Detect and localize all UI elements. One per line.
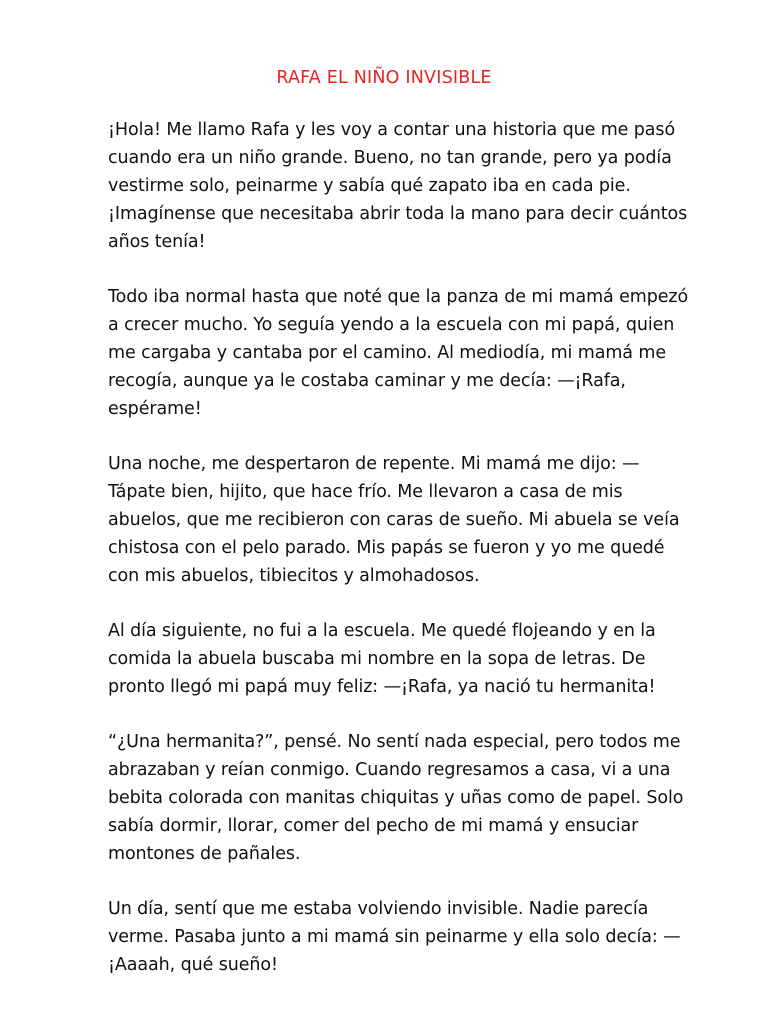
text-line: verme. Pasaba junto a mi mamá sin peinarme y ella solo decía: —: [108, 927, 681, 947]
text-line: chistosa con el pelo parado. Mis papás se fueron y yo me quedé: [108, 538, 665, 558]
text-line: me cargaba y cantaba por el camino. Al mediodía, mi mamá me: [108, 343, 667, 363]
paragraph-2: [108, 283, 712, 423]
text-line: ¡Hola! Me llamo Rafa y les voy a contar una historia que me pasó: [108, 120, 676, 140]
text-line: abuelos, que me recibieron con caras de sueño. Mi abuela se veía: [108, 510, 680, 530]
text-line: Al día siguiente, no fui a la escuela. Me quedé flojeando y en la: [108, 621, 656, 641]
text-line: Un día, sentí que me estaba volviendo invisible. Nadie parecía: [108, 899, 649, 919]
text-line: montones de pañales.: [108, 844, 301, 864]
text-line: recogía, aunque ya le costaba caminar y me decía: —¡Rafa,: [108, 371, 626, 391]
text-line: a crecer mucho. Yo seguía yendo a la escuela con mi papá, quien: [108, 315, 675, 335]
text-line: con mis abuelos, tibiecitos y almohadosos.: [108, 566, 480, 586]
text-line: sabía dormir, llorar, comer del pecho de mi mamá y ensuciar: [108, 816, 639, 836]
text-line: espérame!: [108, 399, 202, 419]
paragraph-4: [108, 617, 712, 701]
text-line: bebita colorada con manitas chiquitas y uñas como de papel. Solo: [108, 788, 684, 808]
text-line: Una noche, me despertaron de repente. Mi mamá me dijo: —: [108, 454, 640, 474]
text-line: vestirme solo, peinarme y sabía qué zapato iba en cada pie.: [108, 176, 631, 196]
text-line: ¡Aaaah, qué sueño!: [108, 955, 278, 975]
paragraph-6: [108, 895, 712, 979]
document-title: RAFA EL NIÑO INVISIBLE: [276, 68, 492, 88]
text-line: pronto llegó mi papá muy feliz: —¡Rafa, ya nació tu hermanita!: [108, 677, 656, 697]
text-line: años tenía!: [108, 232, 206, 252]
text-line: comida la abuela buscaba mi nombre en la sopa de letras. De: [108, 649, 646, 669]
text-line: “¿Una hermanita?”, pensé. No sentí nada especial, pero todos me: [108, 732, 681, 752]
text-line: abrazaban y reían conmigo. Cuando regresamos a casa, vi a una: [108, 760, 671, 780]
paragraph-1: [108, 116, 712, 256]
text-line: ¡Imagínense que necesitaba abrir toda la mano para decir cuántos: [108, 204, 688, 224]
paragraph-3: [108, 450, 712, 590]
paragraph-5: [108, 728, 712, 868]
text-line: Tápate bien, hijito, que hace frío. Me llevaron a casa de mis: [108, 482, 623, 502]
text-line: cuando era un niño grande. Bueno, no tan grande, pero ya podía: [108, 148, 672, 168]
story-body: [108, 116, 712, 1006]
text-line: Todo iba normal hasta que noté que la panza de mi mamá empezó: [108, 287, 689, 307]
